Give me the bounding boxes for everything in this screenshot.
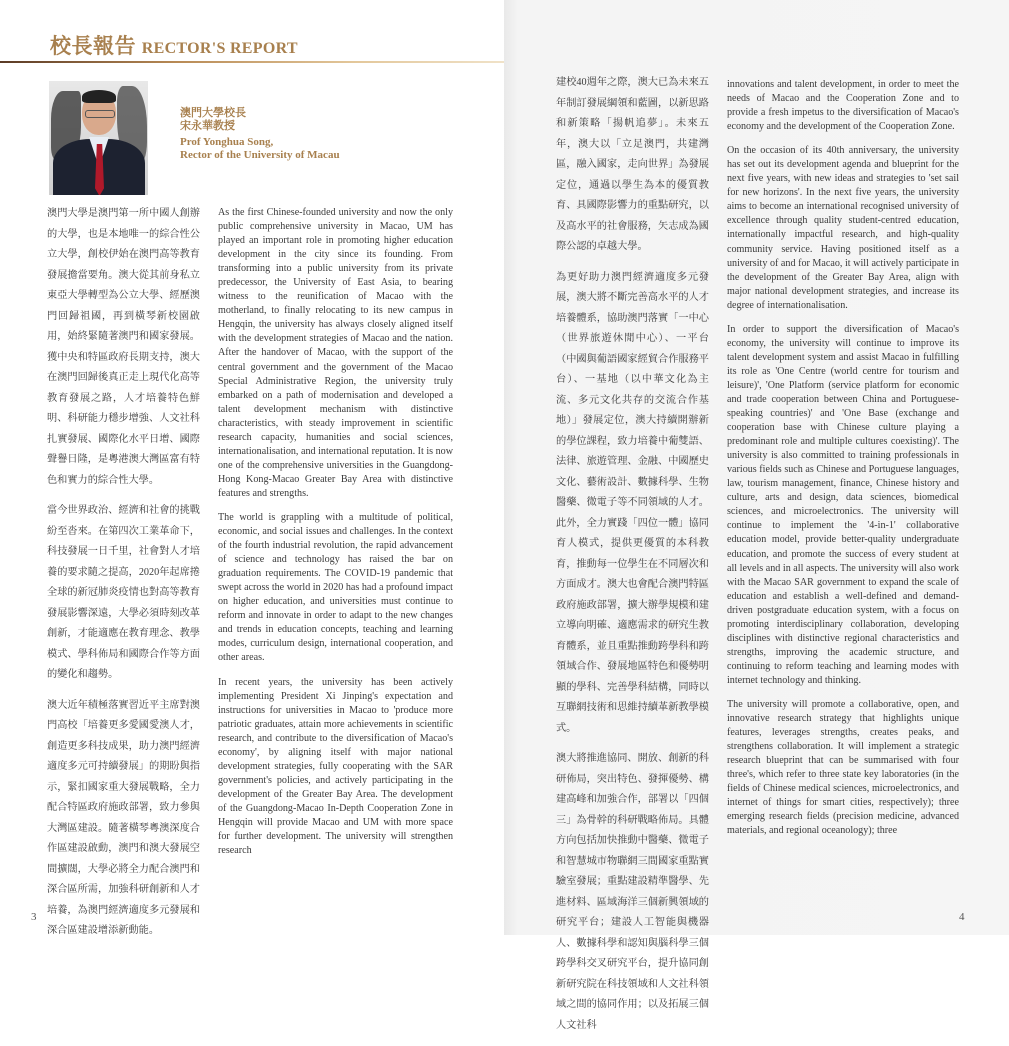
header-title-en: RECTOR'S REPORT <box>141 40 298 57</box>
paragraph-en: The world is grappling with a multitude of political, economic, and social issues and challenges. In the context of the fourth industrial revolution, the rapid advancement of science and technology has raised the bar on graduation requirements. The COVID-19 pandemic that swept across the world in 2020 has had a profound impact on higher education, and universities must continue to reform and innovate in order to adapt to the new changes and trends in education concepts, teaching and learning modes, curriculum design, international cooperation, and other areas. <box>218 511 453 664</box>
paragraph-zh: 當今世界政治、經濟和社會的挑戰紛至沓來。在第四次工業革命下，科技發展一日千里，社會對人才培養的要求隨之提高，2020年起席捲全球的新冠肺炎疫情也對高等教育發展影響深遠，大學必須時刻改革創新，才能適應在教育理念、教學模式、學科佈局和國際合作等方面的變化和趨勢。 <box>47 505 200 680</box>
left-page <box>0 0 504 935</box>
rector-caption <box>180 107 340 162</box>
caption-zh-title: 澳門大學校長 <box>180 107 246 119</box>
header-divider <box>0 61 504 63</box>
paragraph-zh: 建校40週年之際，澳大已為未來五年制訂發展綱領和藍圖，以新思路和新策略「揚帆追夢」。未來五年，澳大以「立足澳門，共建灣區，融入國家，走向世界」為發展定位，通過以學生為本的優質教育、具國際影響力的重點研究，以及高水平的社會服務，矢志成為國際公認的卓越大學。 <box>556 77 709 252</box>
hair <box>82 90 116 103</box>
caption-en-title: Rector of the University of Macau <box>180 149 340 161</box>
chinese-column-right <box>556 73 709 1046</box>
glasses <box>85 110 115 118</box>
paragraph-zh: 為更好助力澳門經濟適度多元發展，澳大將不斷完善高水平的人才培養體系，協助澳門落實「一中心（世界旅遊休閒中心）、一平台（中國與葡語國家經貿合作服務平台）、一基地（以中華文化為主流、多元文化共存的交流合作基地）」發展定位，澳大持續開辦新的學位課程，致力培養中葡雙語、法律、旅遊管理、金融、中國歷史文化、藝術設計、數據科學、生物醫藥、微電子等不同領域的人才。此外，全力實踐「四位一體」協同育人模式，提供更優質的本科教育，推動每一位學生在不同層次和方面成才。澳大也會配合澳門特區政府施政部署，擴大辦學規模和建立導向明確、適應需求的研究生教育體系，並且重點推動跨學科和跨領域合作、發展地區特色和優勢明顯的學科、完善學科結構，同時以互聯網技術和思維持續革新教學模式。 <box>556 271 709 734</box>
paragraph-en: The university will promote a collaborative, open, and innovative research strategy that highlights unique features, leverages strengths, creates peaks, and strengthens collaboration. It will implement a strategic research blueprint that can be summarised with four three's, which refer to three state key laboratories (in the fields of Chinese medical sciences, microelectronics, and internet of things for smart cities, respectively); three emerging research fields (precision medicine, advanced materials, and regional oceanology); three <box>727 698 959 837</box>
chinese-column-left <box>47 204 200 952</box>
caption-zh-name: 宋永華教授 <box>180 120 235 132</box>
page-number-right: 4 <box>959 911 965 923</box>
paragraph-zh: 澳大將推進協同、開放、創新的科研佈局，突出特色、發揮優勢、構建高峰和加強合作，部署以「四個三」為骨幹的科研戰略佈局。具體方向包括加快推動中醫藥、微電子和智慧城市物聯網三間國家重點實驗室發展；重點建設精準醫學、先進材料、區域海洋三個新興領域的研究平台；建設人工智能與機器人、數據科學和認知與腦科學三個跨學科交叉研究平台，提升協同創新研究院在科技領域和人文社科領域之間的協同作用；以及拓展三個人文社科 <box>556 753 709 1031</box>
paragraph-zh: 澳門大學是澳門第一所中國人創辦的大學，也是本地唯一的綜合性公立大學，創校伊始在澳門高等教育發展擔當要角。澳大從其前身私立東亞大學轉型為公立大學、經歷澳門回歸祖國，再到橫琴新校園啟用，始終緊隨著澳門和國家發展。獲中央和特區政府長期支持，澳大在澳門回歸後真正走上現代化高等教育發展之路，人才培養特色鮮明、科研能力穩步增強、人文社科扎實發展、國際化水平日增、國際聲譽日隆，是粵港澳大灣區富有特色和實力的綜合性大學。 <box>47 208 200 486</box>
paragraph-en: As the first Chinese-founded university and now the only public comprehensive university in Macao, UM has played an important role in promoting higher education development in the city since its founding. From transforming into a public university from its private predecessor, the University of East Asia, to bearing witness to the reunification of Macao with the motherland, to finally relocating to its new campus in Hengqin, the university has always closely aligned itself with the development strategies of Macao and the nation. After the handover of Macao, with the support of the central government and the government of the Macao Special Administrative Region, the university truly embarked on a path of modernisation and developed a talent development mechanism with distinctive characteristics, with steady improvement in scientific research capacity, humanities and social sciences, internationalisation, and international reputation. It is now one of the comprehensive universities in the Guangdong-Hong Kong-Macao Greater Bay Area with distinctive features and strengths. <box>218 207 453 499</box>
page-number-left: 3 <box>31 911 37 923</box>
right-page <box>504 0 1009 1031</box>
page-header-title <box>50 30 298 60</box>
english-column-right <box>727 78 959 848</box>
paragraph-zh: 澳大近年積極落實習近平主席對澳門高校「培養更多愛國愛澳人才，創造更多科技成果，助力澳門經濟適度多元可持續發展」的期盼與指示，緊扣國家重大發展戰略，全力配合特區政府施政部署，致力參與大灣區建設。隨著橫琴粵澳深度合作區建設啟動，澳門和澳大發展空間擴闊，大學必將全力配合澳門和深合區所需，加強科研創新和人才培養，為澳門經濟適度多元發展和深合區建設增添新動能。 <box>47 699 200 936</box>
paragraph-en: In order to support the diversification of Macao's economy, the university will continue to improve its talent development system and assist Macao in fulfilling its role as 'One Centre (world centre for tourism and leisure)', 'One Platform (service platform for economic and trade cooperation between China and Portuguese-speaking countries)' and 'One Base (exchange and cooperation base with Chinese culture playing a predominant role and multiple cultures coexisting)'. The university is also committed to training professionals in various fields such as Chinese and Portuguese languages, law, tourism management, finance, Chinese history and culture, arts and design, data sciences, biomedical sciences, and microelectronics. The university will continue to implement the '4-in-1' collaborative education model, provide better-quality undergraduate education, and promote the success of every student at all levels and in all aspects. The university will also work with the Macao SAR government to expand the scale of education and establish a well-defined and demand-driven postgraduate education system, with a focus on promoting interdisciplinary collaboration, developing disciplines with distinctive regional characteristics and strengths, improving the academic structure, and continuing to reform teaching and learning modes with internet technology and thinking. <box>727 323 959 686</box>
caption-en-name: Prof Yonghua Song, <box>180 136 274 148</box>
paragraph-en: On the occasion of its 40th anniversary, the university has set out its development agenda and blueprint for the next five years, with new ideas and strategies to 'set sail for new horizons'. In the next five years, the university aims to become an international recognised university of excellence through quality student-centred education, internationally impactful research, and high-quality community service. Having positioned itself as a university of and for Macao, it will actively participate in the development of the Greater Bay Area, align with major national development strategies, and increase its degree of internationalisation. <box>727 145 959 311</box>
header-title-zh: 校長報告 <box>50 34 136 58</box>
paragraph-en: In recent years, the university has been actively implementing President Xi Jinping's expectation and instructions for universities in Macao to 'produce more patriotic graduates, attain more achievements in scientific research, and contribute to the diversification of Macao's economy', by aligning itself with major national development strategies, fully cooperating with the SAR government's policies, and actively participating in the development of the Greater Bay Area. The development of the Guangdong-Macao In-Depth Cooperation Zone in Hengqin will provide Macao and UM with more space for further development. The university will strengthen research <box>218 676 453 857</box>
paragraph-en: innovations and talent development, in order to meet the needs of Macao and the Cooperation Zone and to provide a fresh impetus to the diversification of Macao's economy and the development of the Cooperation Zone. <box>727 79 959 133</box>
rector-portrait-photo <box>49 81 148 195</box>
english-column-left <box>218 206 453 868</box>
